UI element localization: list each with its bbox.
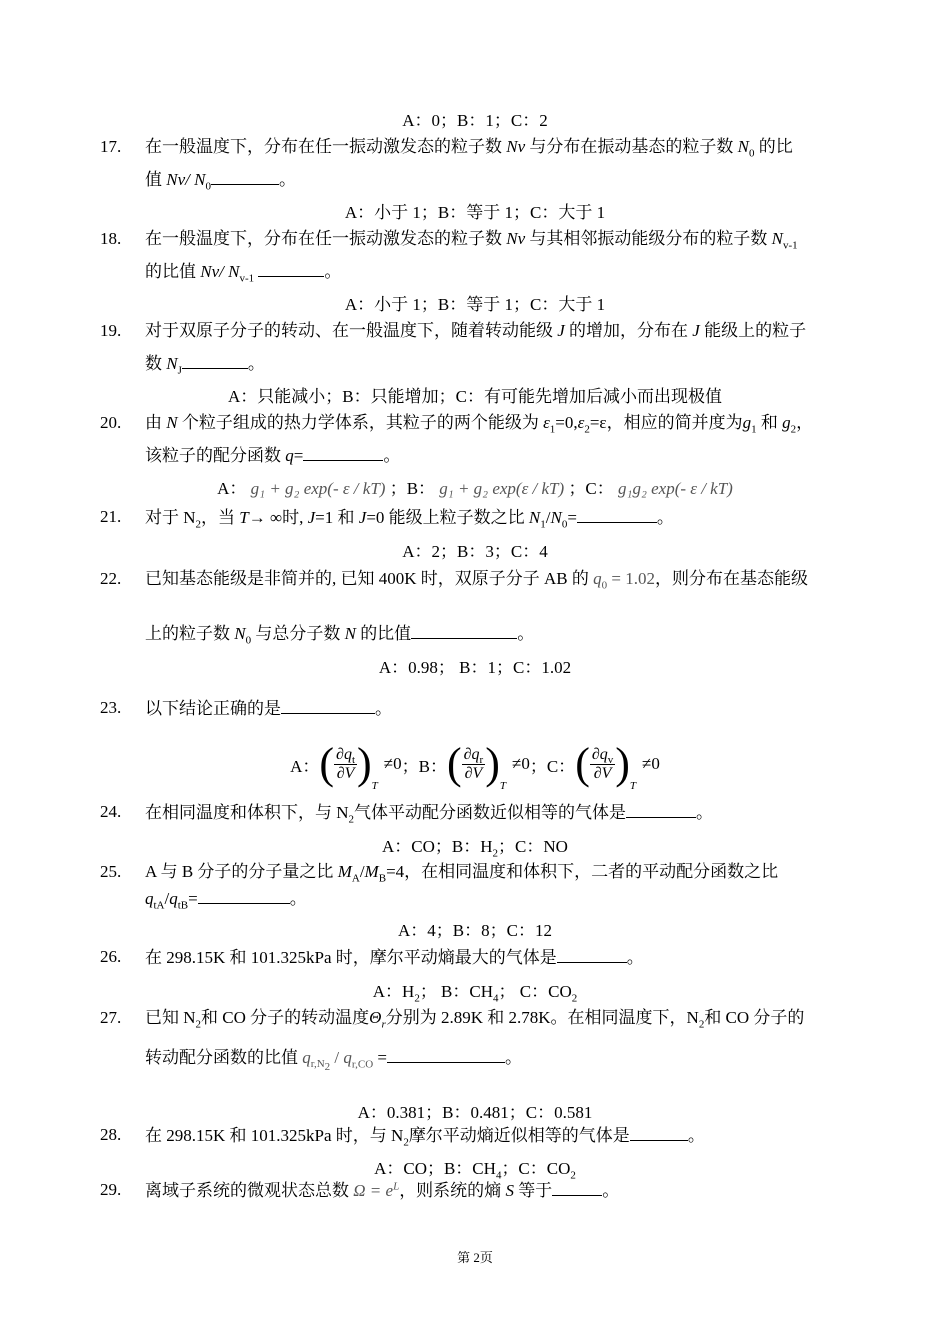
answer-blank[interactable] [258, 260, 324, 277]
partial-derivative-qv: ( $\frac{\partial q_v}{\partial V}$ ) T [575, 739, 637, 792]
document-page: A：0；B：1；C：2 17. 在一般温度下，分布在任一振动激发态的粒子数 Nv 与分布在振动基态的粒子数 $N_0$ 的比 值 Nv/ $N_0$ 。 A：小于 1；B：等于 1；C：大于 1 18. 在一般温度下，分布在任一振动激发态的粒子数 Nv 与其相邻振动能级分布的粒子数 $N_{v-1}$ 的比值 Nv/ $N_{v-1}$ 。 A：小于 1；B：等于 1；C：大于 1 19. 对于双原子分子的转动、在一般温度下，随着转动能级 J 的增加，分布在 J 能级上的粒子 数 $N_J$ 。 A：只能减小；B：只能增加；C：有可能先增加后减小而出现极值 20. 由 N 个粒子组成的热力学体系，其粒子的两个能级为 $\varepsilon_1=0,\varepsilon_2=\varepsilon$，相应的简并度为$g_1$ 和 $g_2$， 该粒子的配分函数 q= 。 A： g₁ + g₂ exp(- ε / kT) ；B： g₁ + g₂ exp(ε / kT) ；C： g₁g₂ exp(- ε / kT) 21. 对于 $N_2$，当 T→ ∞时, J=1 和 J=0 能级上粒子数之比 $N_1/N_0=$ 。 A：2；B：3；C：4 22. 已知基态能级是非简并的, 已知 400K 时，双原子分子 AB 的 $q_0 = 1.02$，则分布在基态能级 上的粒子数 $N_0$ 与总分子数 N 的比值 。 A：0.98； B：1；C：1.02 23. 以下结论正确的是 。 A： ( $\frac{\partial q_t}{\partial V}$ ) T ≠0 ；B： ( $\frac{\partial q_r}{\partial V}$ ) T ≠0 ；C： ( $\frac{\partial q_v}{\partial V}$ ) T ≠0 24. 在相同温度和体积下，与 $N_2$气体平动配分函数近似相等的气体是 。 A：CO；B：$H_2$；C：NO 25. A 与 B 分子的分子量之比 $M_A/M_B=4$，在相同温度和体积下，二者的平动配分函数之比 $q_{tA}/q_{tB}=$ 。 A：4；B：8；C：12 26. 在 298.15K 和 101.325kPa 时，摩尔平动熵最大的气体是 。 A：$H_2$； B：$CH_4$； C：$CO_2$ 27. 已知 $N_2$和 CO 分子的转动温度$\Theta_r$分别为 2.89K 和 2.78K。在相同温度下，$N_2$和 CO 分子的 转动配分函数的比值 $q_{r,N_2} / q_{r,CO}$ = 。 A：0.381；B：0.481；C：0.581 28. 在 298.15K 和 101.325kPa 时，与 $N_2$摩尔平动熵近似相等的气体是 。 A：CO；B：$CH_4$；C：$CO_2$ 29. 离域子系统的微观状态总数 $\Omega = e^L$，则系统的熵 S 等于 。 第 2页 [0, 0, 950, 1344]
q20-line2: 该粒子的配分函数 q= 。 [145, 446, 401, 465]
answer-blank[interactable] [387, 1046, 505, 1063]
answer-blank[interactable] [211, 168, 279, 185]
q19-options: A：只能减小；B：只能增加；C：有可能先增加后减小而出现极值 [228, 387, 722, 406]
q17-number: 17. [100, 137, 122, 156]
partial-derivative-qt: ( $\frac{\partial q_t}{\partial V}$ ) T [319, 739, 378, 792]
q26-options: A：$H_2$； B：$CH_4$； C：$CO_2$ [372, 982, 578, 1005]
q25-options: A：4；B：8；C：12 [398, 921, 552, 940]
q16-options: A：0；B：1；C：2 [402, 111, 548, 130]
answer-blank[interactable] [552, 1179, 602, 1196]
answer-blank[interactable] [630, 1124, 688, 1141]
q18-line2: 的比值 Nv/ $N_{v-1}$ 。 [145, 262, 342, 285]
answer-blank[interactable] [281, 697, 375, 714]
page-footer: 第 2页 [457, 1250, 493, 1265]
q22-line2: 上的粒子数 $N_0$ 与总分子数 N 的比值 。 [145, 624, 535, 647]
answer-blank[interactable] [411, 622, 517, 639]
q17-line2: 值 Nv/ $N_0$ 。 [145, 170, 296, 193]
q24-options: A：CO；B：$H_2$；C：NO [382, 837, 568, 860]
q28-options: A：CO；B：$CH_4$；C：$CO_2$ [374, 1159, 576, 1182]
q21-options: A：2；B：3；C：4 [402, 542, 548, 561]
answer-blank[interactable] [182, 352, 248, 369]
answer-blank[interactable] [577, 506, 657, 523]
answer-blank[interactable] [626, 801, 696, 818]
q27-line2: 转动配分函数的比值 $q_{r,N_2} / q_{r,CO}$ = 。 [145, 1048, 523, 1074]
q18-options: A：小于 1；B：等于 1；C：大于 1 [344, 295, 606, 314]
answer-blank[interactable] [557, 946, 627, 963]
q23-options: A： ( $\frac{\partial q_t}{\partial V}$ ) T ≠0 ；B： ( $\frac{\partial q_r}{\partial V}$ ) T ≠0 ；C： ( $\frac{\partial q_v}{\partial V}$ ) T ≠0 [290, 739, 660, 792]
q19-line2: 数 $N_J$ 。 [145, 354, 265, 377]
q22-options: A：0.98； B：1；C：1.02 [378, 658, 572, 677]
answer-blank[interactable] [198, 887, 290, 904]
q25-line2: $q_{tA}/q_{tB}=$ 。 [145, 889, 307, 912]
q20-options: A： g₁ + g₂ exp(- ε / kT) ；B： g₁ + g₂ exp(ε / kT) ；C： g₁g₂ exp(- ε / kT) [217, 479, 733, 498]
partial-derivative-qr: ( $\frac{\partial q_r}{\partial V}$ ) T [446, 739, 506, 792]
q17-options: A：小于 1；B：等于 1；C：大于 1 [344, 203, 606, 222]
q27-options: A：0.381；B：0.481；C：0.581 [357, 1103, 593, 1122]
answer-blank[interactable] [303, 444, 383, 461]
